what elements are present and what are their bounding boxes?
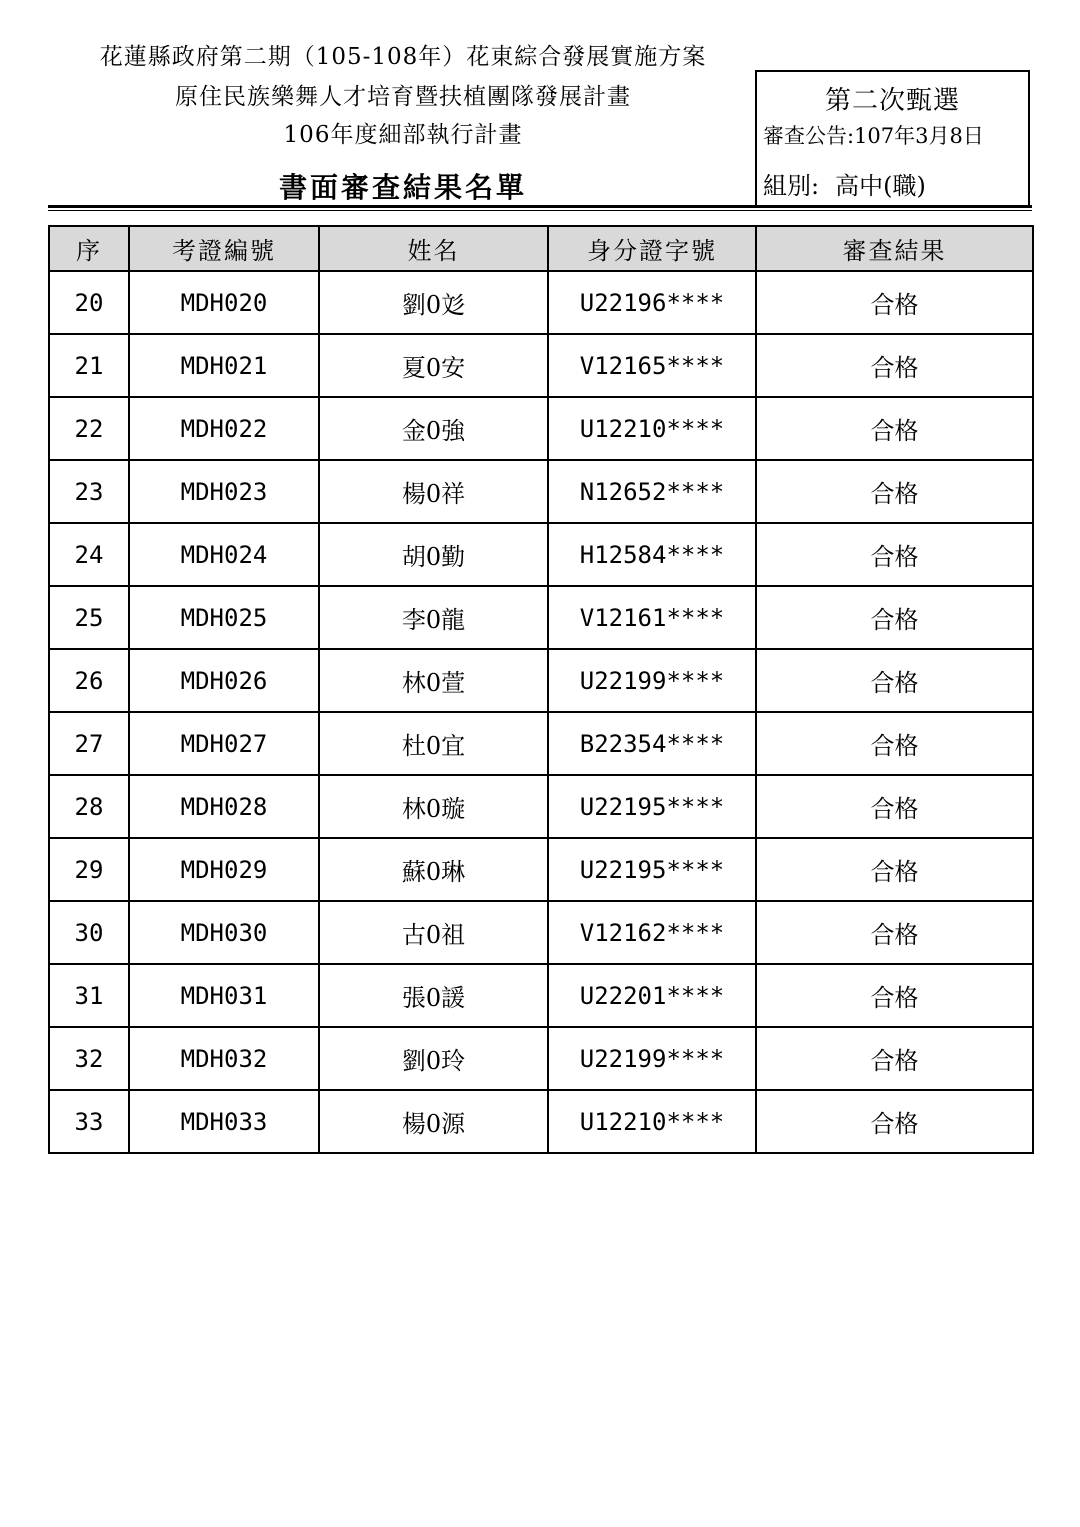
col-header-exam-id: 考證編號 [129,226,319,271]
cell-national-id: U12210**** [548,397,756,460]
document-title: 書面審查結果名單 [278,171,527,204]
table-row [49,1027,1033,1090]
cell-exam-id: MDH022 [129,397,319,460]
header-rule-thick [48,205,1032,208]
cell-national-id: U22196**** [548,271,756,334]
group-value: 高中(職) [835,172,926,200]
announcement-date: 審查公告:107年3月8日 [763,124,984,148]
cell-name: 夏0安 [319,334,548,397]
table-row [49,712,1033,775]
col-header-result: 審查結果 [756,226,1033,271]
cell-seq: 28 [49,775,129,838]
cell-national-id: U22195**** [548,838,756,901]
cell-seq: 31 [49,964,129,1027]
cell-name: 楊0祥 [319,460,548,523]
cell-result: 合格 [756,271,1033,334]
cell-name: 林0璇 [319,775,548,838]
selection-round: 第二次甄選 [824,86,960,116]
cell-name: 蘇0琳 [319,838,548,901]
cell-result: 合格 [756,334,1033,397]
cell-national-id: H12584**** [548,523,756,586]
cell-exam-id: MDH026 [129,649,319,712]
cell-exam-id: MDH029 [129,838,319,901]
cell-name: 杜0宜 [319,712,548,775]
cell-result: 合格 [756,775,1033,838]
header-line-3: 106年度細部執行計畫 [283,122,523,148]
cell-name: 楊0源 [319,1090,548,1153]
cell-result: 合格 [756,712,1033,775]
cell-result: 合格 [756,397,1033,460]
table-row [49,271,1033,334]
col-header-name: 姓名 [319,226,548,271]
cell-result: 合格 [756,901,1033,964]
cell-national-id: U22195**** [548,775,756,838]
table-row [49,586,1033,649]
cell-name: 林0萱 [319,649,548,712]
cell-name: 胡0勤 [319,523,548,586]
cell-seq: 33 [49,1090,129,1153]
header-line-1: 花蓮縣政府第二期（105-108年）花東綜合發展實施方案 [99,44,707,70]
cell-name: 張0諼 [319,964,548,1027]
cell-national-id: U22199**** [548,649,756,712]
cell-name: 古0祖 [319,901,548,964]
cell-exam-id: MDH021 [129,334,319,397]
cell-exam-id: MDH020 [129,271,319,334]
cell-exam-id: MDH033 [129,1090,319,1153]
cell-national-id: U12210**** [548,1090,756,1153]
table-row [49,334,1033,397]
cell-exam-id: MDH030 [129,901,319,964]
cell-national-id: N12652**** [548,460,756,523]
cell-seq: 22 [49,397,129,460]
table-row [49,523,1033,586]
table-row [49,460,1033,523]
cell-exam-id: MDH024 [129,523,319,586]
cell-national-id: V12161**** [548,586,756,649]
cell-seq: 29 [49,838,129,901]
cell-national-id: U22201**** [548,964,756,1027]
cell-seq: 21 [49,334,129,397]
cell-exam-id: MDH025 [129,586,319,649]
cell-national-id: V12165**** [548,334,756,397]
cell-result: 合格 [756,586,1033,649]
cell-exam-id: MDH032 [129,1027,319,1090]
cell-national-id: B22354**** [548,712,756,775]
cell-seq: 20 [49,271,129,334]
col-header-seq: 序 [49,226,129,271]
group-label: 組別: [763,172,820,200]
group-info [763,166,926,201]
table-row [49,649,1033,712]
cell-result: 合格 [756,1027,1033,1090]
cell-exam-id: MDH028 [129,775,319,838]
cell-seq: 25 [49,586,129,649]
header-row [49,226,1033,271]
table-row [49,1090,1033,1153]
cell-exam-id: MDH023 [129,460,319,523]
cell-result: 合格 [756,649,1033,712]
col-header-national-id: 身分證字號 [548,226,756,271]
cell-result: 合格 [756,838,1033,901]
cell-seq: 30 [49,901,129,964]
cell-exam-id: MDH031 [129,964,319,1027]
table-row [49,838,1033,901]
cell-national-id: U22199**** [548,1027,756,1090]
cell-name: 金0強 [319,397,548,460]
header-rule-thin [48,210,1032,211]
cell-name: 劉0玲 [319,1027,548,1090]
table-row [49,397,1033,460]
cell-national-id: V12162**** [548,901,756,964]
cell-seq: 26 [49,649,129,712]
cell-seq: 27 [49,712,129,775]
header-line-2: 原住民族樂舞人才培育暨扶植團隊發展計畫 [175,84,631,110]
cell-result: 合格 [756,964,1033,1027]
table-row [49,901,1033,964]
cell-result: 合格 [756,460,1033,523]
cell-seq: 23 [49,460,129,523]
table-row [49,775,1033,838]
cell-result: 合格 [756,1090,1033,1153]
info-box [755,70,1030,205]
cell-seq: 24 [49,523,129,586]
cell-result: 合格 [756,523,1033,586]
cell-seq: 32 [49,1027,129,1090]
cell-exam-id: MDH027 [129,712,319,775]
cell-name: 劉0彣 [319,271,548,334]
table-row [49,964,1033,1027]
cell-name: 李0龍 [319,586,548,649]
results-table [48,225,1034,1154]
